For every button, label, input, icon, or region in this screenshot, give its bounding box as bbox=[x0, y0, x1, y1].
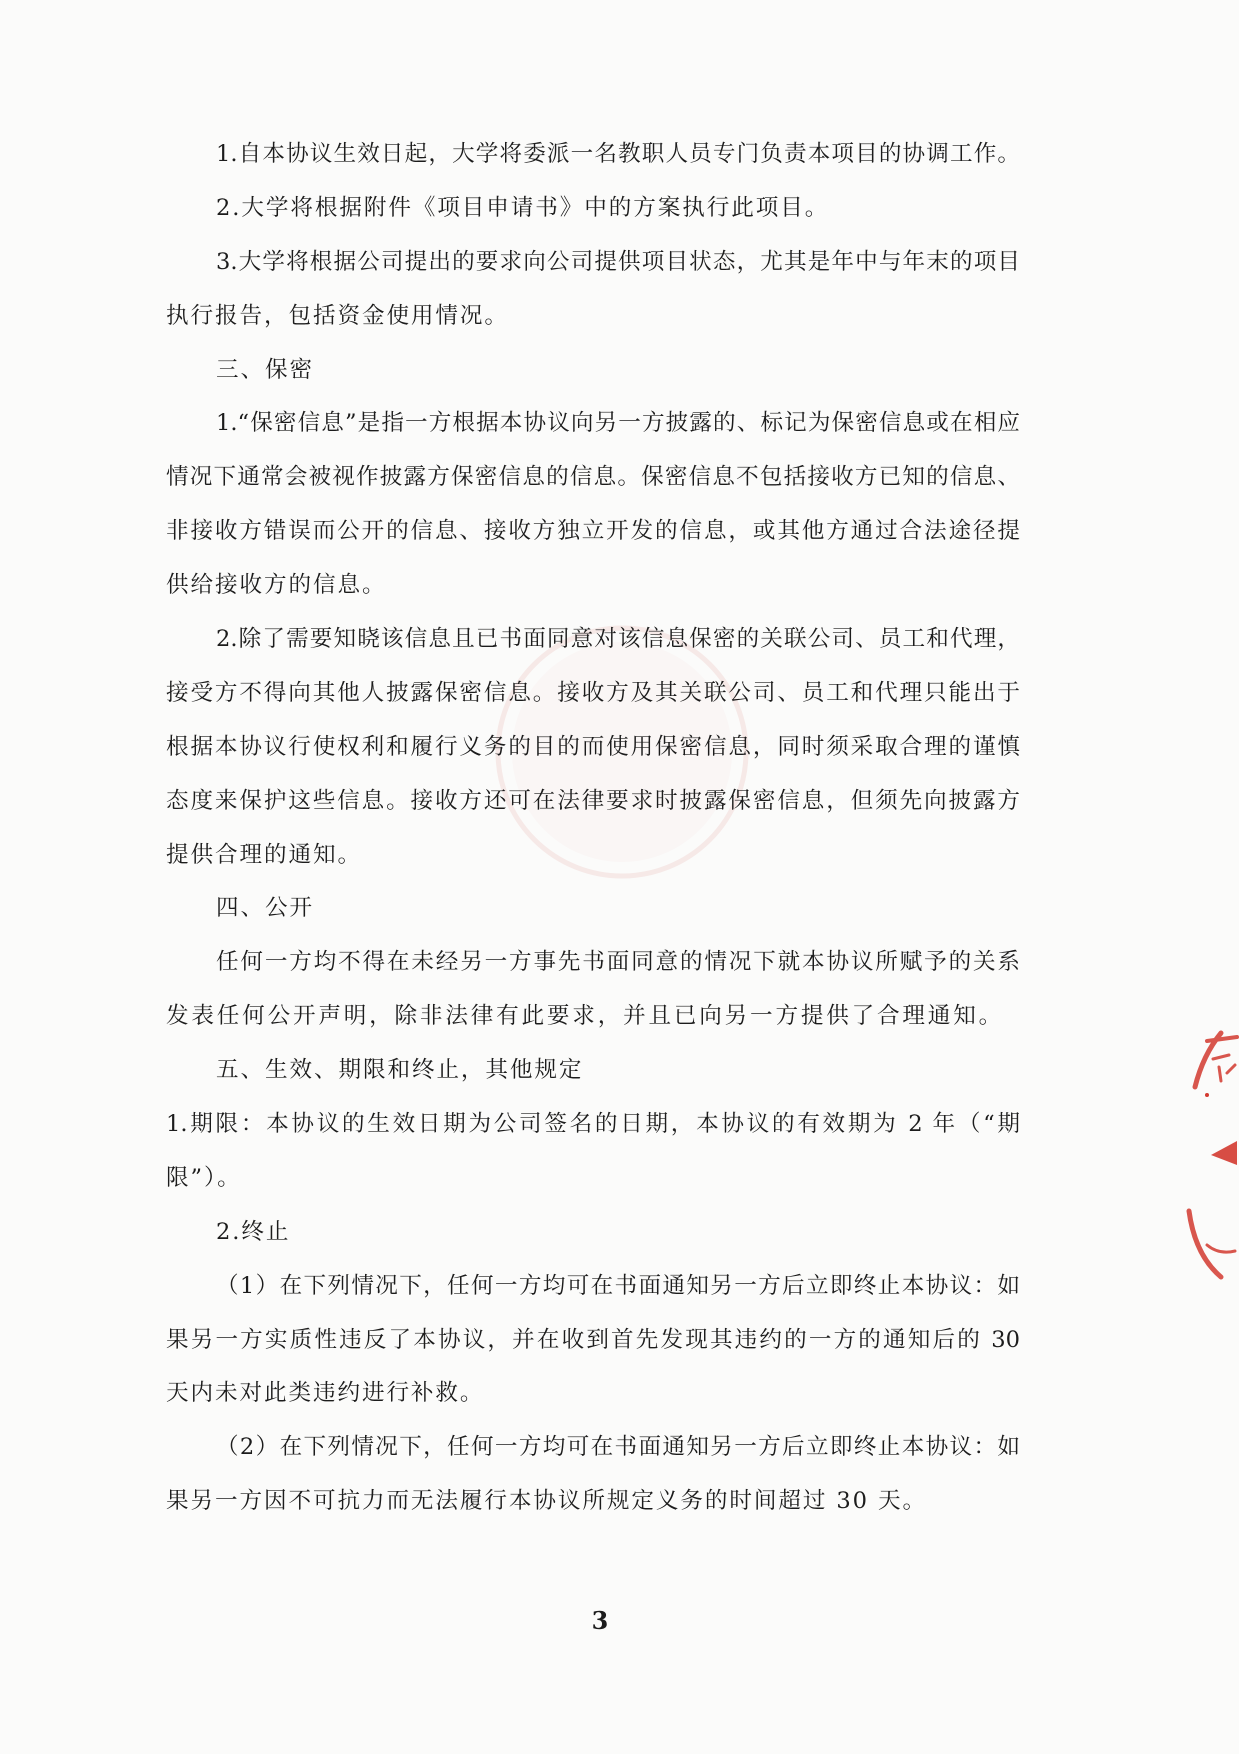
clause-line: 非接收方错误而公开的信息、接收方独立开发的信息，或其他方通过合法途径提 bbox=[166, 518, 1020, 545]
clause-line: 果另一方因不可抗力而无法履行本协议所规定义务的时间超过 30 天。 bbox=[166, 1488, 928, 1515]
section-heading-confidentiality: 三、保密 bbox=[216, 356, 314, 383]
clause-line: 2.大学将根据附件《项目申请书》中的方案执行此项目。 bbox=[216, 194, 830, 221]
clause-line: 任何一方均不得在未经另一方事先书面同意的情况下就本协议所赋予的关系 bbox=[216, 949, 1020, 976]
section-heading-publicity: 四、公开 bbox=[216, 895, 314, 922]
red-seal-fragment bbox=[1149, 1015, 1239, 1305]
page-number: 3 bbox=[591, 1606, 609, 1635]
subsection-heading-termination: 2.终止 bbox=[216, 1218, 291, 1245]
clause-line: 执行报告，包括资金使用情况。 bbox=[166, 302, 509, 329]
section-heading-term: 五、生效、期限和终止，其他规定 bbox=[216, 1057, 584, 1084]
clause-line: 情况下通常会被视作披露方保密信息的信息。保密信息不包括接收方已知的信息、 bbox=[166, 464, 1020, 491]
clause-line: 接受方不得向其他人披露保密信息。接收方及其关联公司、员工和代理只能出于 bbox=[166, 679, 1020, 706]
clause-line: 果另一方实质性违反了本协议，并在收到首先发现其违约的一方的通知后的 30 bbox=[166, 1326, 1020, 1353]
clause-line: 2.除了需要知晓该信息且已书面同意对该信息保密的关联公司、员工和代理， bbox=[216, 626, 1020, 653]
clause-line: 供给接收方的信息。 bbox=[166, 572, 387, 599]
clause-line: 1.自本协议生效日起，大学将委派一名教职人员专门负责本项目的协调工作。 bbox=[216, 141, 1020, 167]
clause-line: 根据本协议行使权利和履行义务的目的而使用保密信息，同时须采取合理的谨慎 bbox=[166, 733, 1020, 760]
clause-line: 3.大学将根据公司提出的要求向公司提供项目状态，尤其是年中与年末的项目 bbox=[216, 248, 1020, 275]
clause-line: 提供合理的通知。 bbox=[166, 841, 362, 868]
clause-line: 1.期限：本协议的生效日期为公司签名的日期，本协议的有效期为 2 年（“期 bbox=[166, 1111, 1020, 1138]
clause-line: 天内未对此类违约进行补救。 bbox=[166, 1380, 485, 1407]
clause-line: 态度来保护这些信息。接收方还可在法律要求时披露保密信息，但须先向披露方 bbox=[166, 787, 1020, 814]
clause-line: 限”）。 bbox=[166, 1164, 242, 1191]
clause-line: 发表任何公开声明，除非法律有此要求，并且已向另一方提供了合理通知。 bbox=[166, 1003, 1004, 1030]
document-body bbox=[166, 128, 1020, 1529]
clause-line: （1）在下列情况下，任何一方均可在书面通知另一方后立即终止本协议：如 bbox=[216, 1272, 1020, 1299]
clause-line: （2）在下列情况下，任何一方均可在书面通知另一方后立即终止本协议：如 bbox=[216, 1434, 1020, 1461]
clause-line: 1.“保密信息”是指一方根据本协议向另一方披露的、标记为保密信息或在相应 bbox=[216, 410, 1020, 437]
